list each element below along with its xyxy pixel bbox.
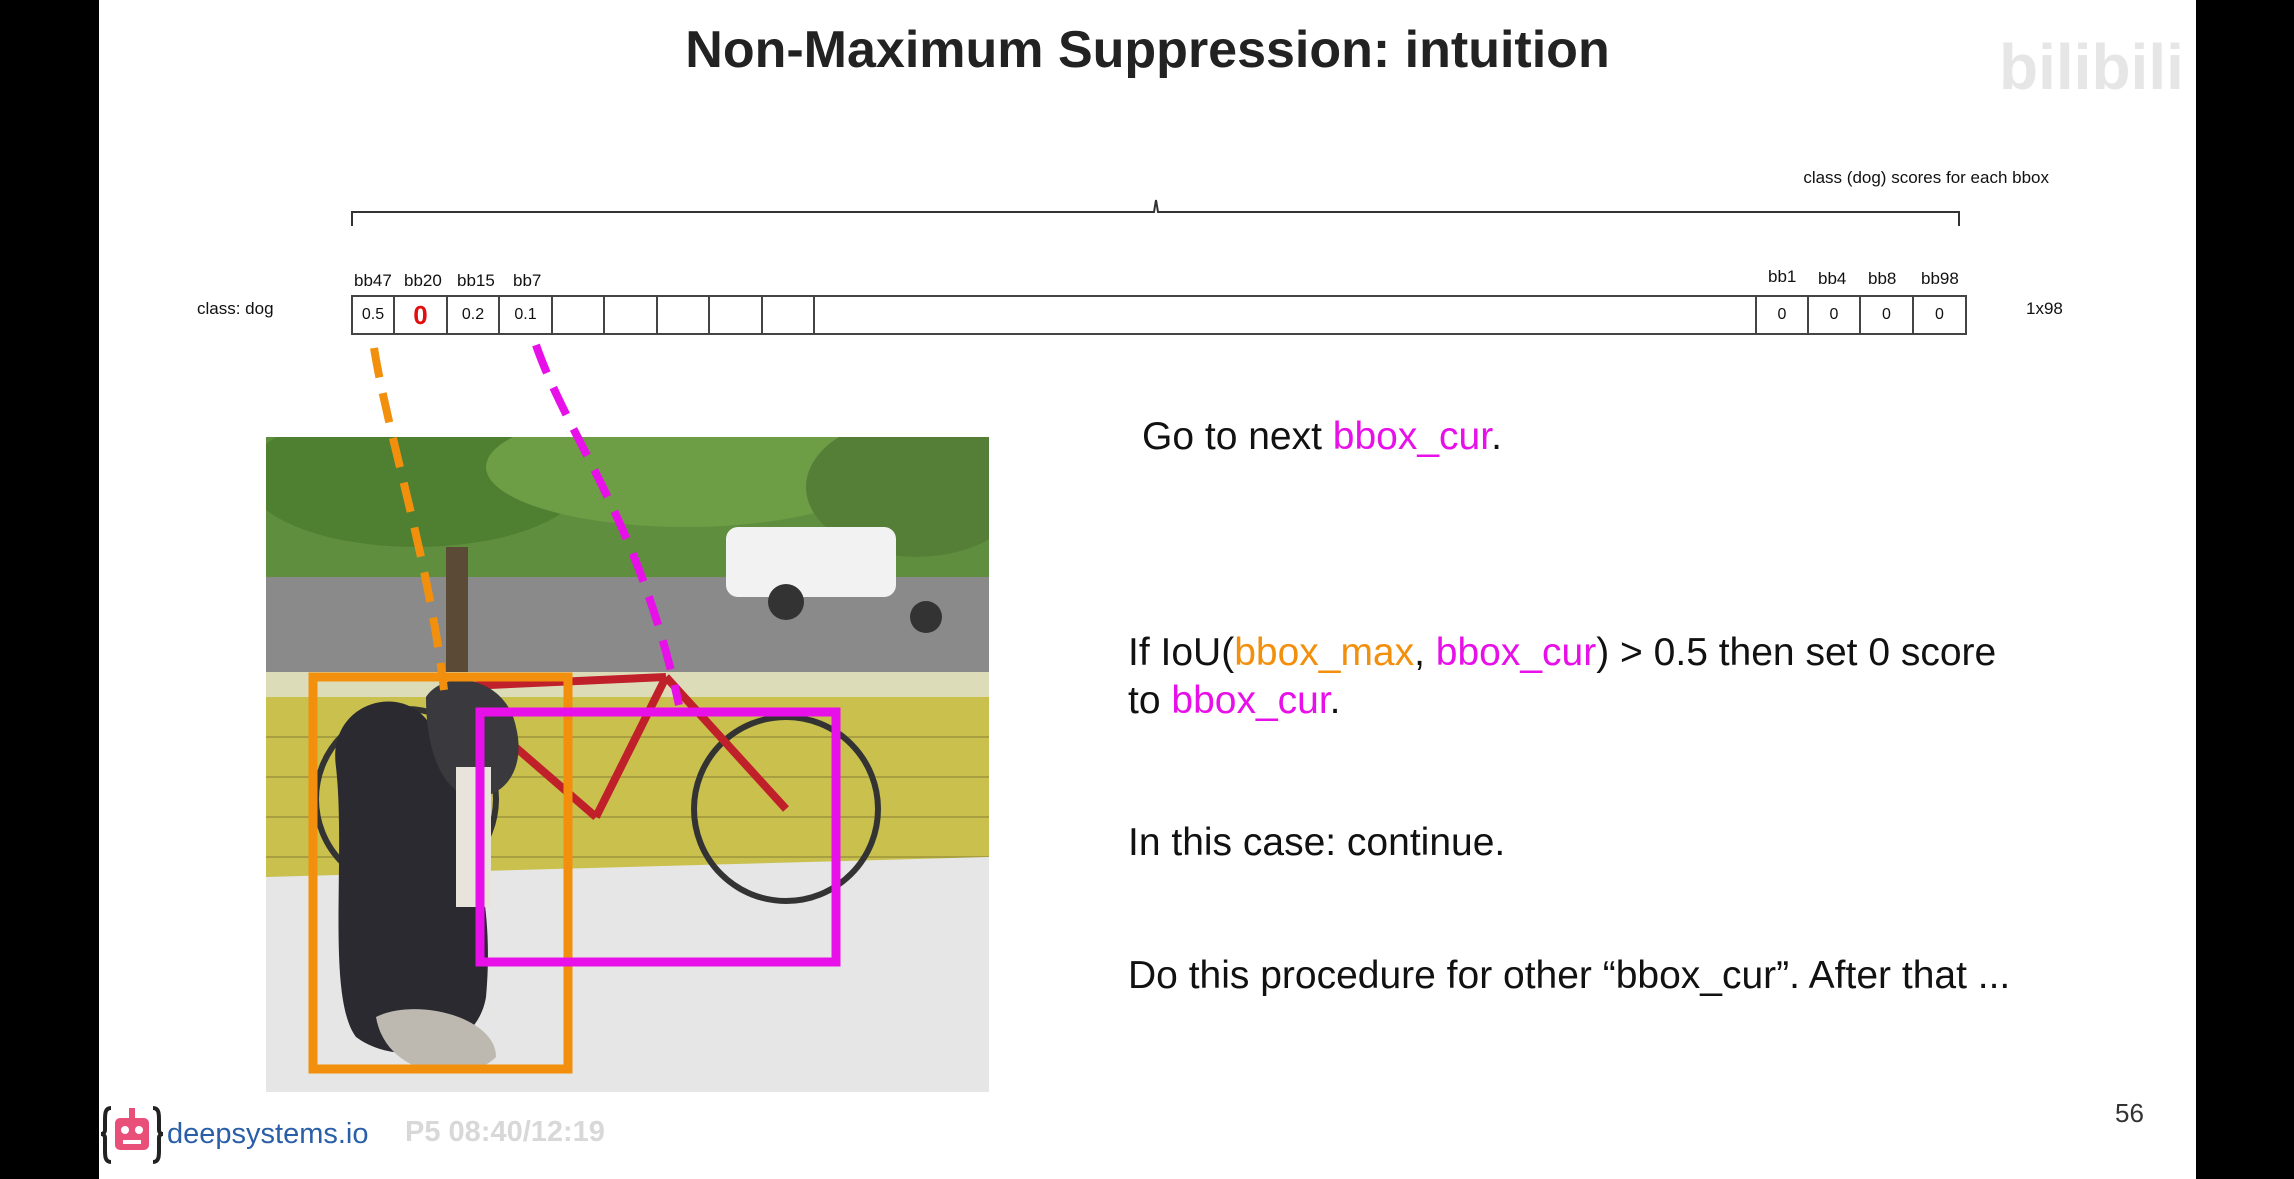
deepsystems-logo [101,1098,369,1170]
header-bb98: bb98 [1921,269,1959,288]
text-line-4: Do this procedure for other “bbox_cur”. After that ... [1128,954,2011,997]
connector-bb7-magenta [536,345,679,705]
size-label: 1x98 [2026,299,2063,318]
line1-a: Go to next [1142,415,1333,458]
score-cell-bb47: 0.5 [361,306,385,323]
score-cell-bb7: 0.1 [514,306,537,323]
header-bb4: bb4 [1818,269,1847,288]
line2-c: , [1414,631,1436,674]
header-bb20: bb20 [404,271,442,290]
line2-bbox-cur: bbox_cur [1435,631,1597,674]
text-line-2b [1128,678,1341,725]
header-bb8: bb8 [1868,269,1897,288]
player-time-watermark: P5 08:40/12:19 [405,1116,605,1148]
logo-text: deepsystems.io [167,1117,369,1150]
score-connectors [99,0,2196,1179]
slide [99,0,2196,1179]
row-label: class: dog [197,299,274,318]
line2-e: ) > 0.5 then set 0 score [1596,631,1997,674]
line2-bbox-max: bbox_max [1234,631,1415,674]
score-cell-bb8: 0 [1882,306,1891,323]
score-cell-bb98: 0 [1935,306,1944,323]
score-cell-bb4: 0 [1829,306,1839,323]
line2-bbox-cur-2: bbox_cur [1171,679,1330,722]
header-bb7: bb7 [513,271,542,290]
page-number: 56 [2115,1098,2144,1128]
header-bb15: bb15 [457,271,495,290]
text-line-3: In this case: continue. [1128,821,1506,864]
text-line-1 [1142,414,1502,461]
bilibili-watermark: bilibili [1999,31,2184,103]
line1-c: . [1491,415,1502,458]
score-cell-bb20: 0 [413,299,428,330]
line2-f: to [1128,679,1172,722]
line1-bbox-cur: bbox_cur [1332,415,1492,458]
header-bb1: bb1 [1768,267,1797,286]
connector-bb47-orange [374,348,444,690]
score-cell-bb15: 0.2 [461,306,485,323]
slide-title: Non-Maximum Suppression: intuition [685,21,1610,79]
line2-h: . [1329,679,1341,722]
header-bb47: bb47 [354,271,392,290]
score-cell-bb1: 0 [1777,306,1787,323]
robot-icon [101,1100,163,1168]
line2-a: If IoU( [1128,631,1235,674]
text-line-2 [1128,630,1996,677]
bracket-label: class (dog) scores for each bbox [1803,168,2049,187]
